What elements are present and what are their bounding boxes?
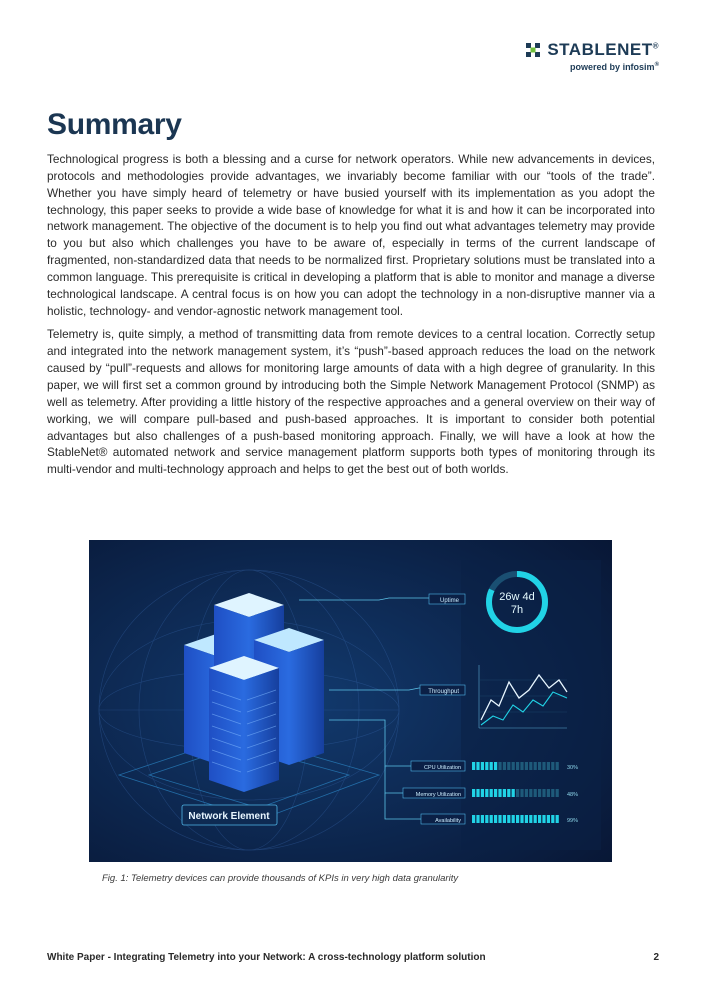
- paragraph: Technological progress is both a blessing and a curse for network operators. While new advancements in devices, protocols and methodologies provide advantages, we invariably become familiar with our “tools of the trade”. Whether you have simply heard of telemetry or have busied yourself with its implementation as you adopt the technology, this paper seeks to provide a wide base of knowledge for what it is and how it can be incorporated into network management. The objective of the document is to help you find out what advantages telemetry may provide to you but also which challenges you have to be aware of, especially in terms of the current landscape of fragmented, non-standardized data that needs to be normalized first. Proprietary solutions must be translated into a common language. This prerequisite is critical in developing a platform that is able to monitor and manage a diverse technological landscape. A central focus is on how you can adopt the technology in a non-disruptive manner via a holistic, technology- and vendor-agnostic network management tool.: [47, 152, 655, 318]
- bar-segment: [520, 789, 523, 797]
- bar-segment: [516, 762, 519, 770]
- cpu-label: CPU Utilization: [424, 765, 461, 771]
- logo-sub-prefix: powered by: [570, 62, 623, 72]
- bar-segment: [490, 789, 493, 797]
- bar-segment: [525, 789, 528, 797]
- bar-segment: [494, 762, 497, 770]
- kpi-panel: [461, 560, 601, 850]
- bar-segment: [490, 762, 493, 770]
- memory-label: Memory Utilization: [415, 792, 461, 798]
- bar-segment: [498, 789, 501, 797]
- memory-value: 48%: [567, 792, 579, 798]
- page-number: 2: [653, 952, 659, 963]
- bar-segment: [494, 815, 497, 823]
- bar-segment: [498, 762, 501, 770]
- bar-segment: [516, 789, 519, 797]
- availability-label: Availability: [435, 818, 461, 824]
- telemetry-figure: [89, 540, 612, 862]
- bar-segment: [512, 762, 515, 770]
- stablenet-mark-icon: [525, 42, 541, 58]
- bar-segment: [525, 815, 528, 823]
- logo-sub-brand: infosim: [622, 62, 655, 72]
- page-title: Summary: [47, 108, 182, 141]
- bar-segment: [481, 815, 484, 823]
- bar-segment: [498, 815, 501, 823]
- bar-segment: [534, 762, 537, 770]
- bar-segment: [476, 789, 479, 797]
- bar-segment: [551, 815, 554, 823]
- paragraph: Telemetry is, quite simply, a method of transmitting data from remote devices to a central location. Correctly setup and integrated into the network management system, it’s “push”-based approach reduces the load on the network caused by “pull”-requests and allows for monitoring large amounts of data with a high degree of granularity. In this paper, we will first set a common ground by introducing both the Simple Network Management Protocol (SNMP) as well as telemetry. After providing a little history of the respective approaches and a general overview on their way of working, we will compare pull-based and push-based approaches. It is important to consider both potential advantages but also challenges of a push-based monitoring approach. Finally, we will have a look at how the StableNet® automated network and service management platform supports both types of monitoring through its multi-vendor and multi-technology approach and helps to get the best out of both worlds.: [47, 327, 655, 477]
- logo-name: STABLENET: [547, 40, 653, 59]
- bar-segment: [547, 815, 550, 823]
- logo-registered: ®: [652, 41, 659, 51]
- bar-segment: [529, 762, 532, 770]
- stablenet-logo: [525, 40, 659, 72]
- bar-segment: [485, 789, 488, 797]
- bar-segment: [494, 789, 497, 797]
- bar-segment: [551, 789, 554, 797]
- bar-segment: [481, 789, 484, 797]
- bar-segment: [481, 762, 484, 770]
- logo-sub-registered: ®: [654, 62, 659, 68]
- bar-segment: [542, 789, 545, 797]
- bar-segment: [547, 762, 550, 770]
- bar-segment: [547, 789, 550, 797]
- bar-segment: [538, 762, 541, 770]
- bar-segment: [516, 815, 519, 823]
- body-text: [47, 151, 655, 485]
- bar-segment: [538, 789, 541, 797]
- bar-segment: [507, 762, 510, 770]
- bar-segment: [512, 815, 515, 823]
- bar-segment: [534, 789, 537, 797]
- bar-segment: [472, 789, 475, 797]
- bar-segment: [503, 815, 506, 823]
- bar-segment: [529, 789, 532, 797]
- bar-segment: [476, 815, 479, 823]
- bar-segment: [472, 815, 475, 823]
- server-rack-icon: [209, 656, 279, 792]
- bar-segment: [529, 815, 532, 823]
- bar-segment: [503, 762, 506, 770]
- bar-segment: [556, 815, 559, 823]
- uptime-label: Uptime: [439, 598, 459, 604]
- cpu-value: 30%: [567, 765, 579, 771]
- bar-segment: [476, 762, 479, 770]
- uptime-value-line2: 7h: [510, 604, 524, 616]
- bar-segment: [472, 762, 475, 770]
- bar-segment: [534, 815, 537, 823]
- network-element-label: Network Element: [188, 811, 270, 822]
- bar-segment: [538, 815, 541, 823]
- bar-segment: [512, 789, 515, 797]
- bar-segment: [507, 789, 510, 797]
- bar-segment: [490, 815, 493, 823]
- bar-segment: [520, 815, 523, 823]
- availability-value: 99%: [567, 818, 579, 824]
- bar-segment: [507, 815, 510, 823]
- bar-segment: [542, 762, 545, 770]
- bar-segment: [503, 789, 506, 797]
- throughput-label: Throughput: [428, 689, 459, 695]
- bar-segment: [485, 762, 488, 770]
- bar-segment: [556, 762, 559, 770]
- telemetry-illustration: [89, 540, 612, 862]
- bar-segment: [485, 815, 488, 823]
- bar-segment: [525, 762, 528, 770]
- bar-segment: [551, 762, 554, 770]
- uptime-value-line1: 26w 4d: [499, 591, 535, 603]
- figure-caption: Fig. 1: Telemetry devices can provide thousands of KPIs in very high data granularity: [102, 873, 459, 884]
- bar-segment: [542, 815, 545, 823]
- footer-title: White Paper - Integrating Telemetry into your Network: A cross-technology platform solution: [47, 952, 486, 963]
- bar-segment: [556, 789, 559, 797]
- bar-segment: [520, 762, 523, 770]
